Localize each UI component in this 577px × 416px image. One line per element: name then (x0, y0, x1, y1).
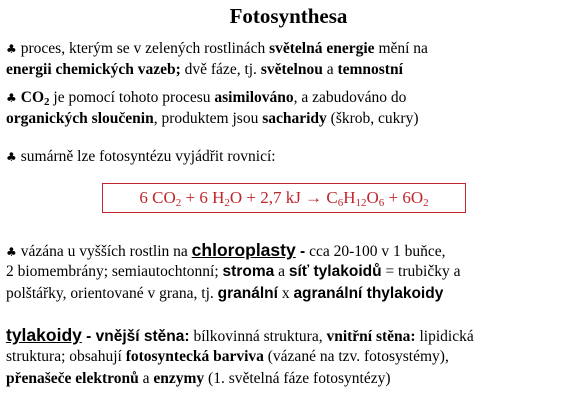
paragraph-4-line-3 (6, 284, 443, 304)
eq-sub: 2 (175, 197, 182, 209)
bold-text: agranální thylakoidy (293, 285, 444, 302)
tylakoidy-term: tylakoidy (6, 325, 82, 345)
paragraph-2-line-1 (6, 88, 406, 108)
text: vázána u vyšších rostlin na (20, 243, 192, 260)
bold-text: síť tylakoidů (288, 263, 382, 280)
bold-text: fotosyntecká barviva (125, 348, 264, 365)
eq-part: + 6 H (181, 188, 225, 207)
bold-text: temnostní (337, 61, 403, 78)
eq-part: O + 2,7 kJ → C (229, 188, 338, 207)
text: (škrob, cukry) (326, 110, 419, 127)
text: (vázané na tzv. fotosystémy), (263, 348, 449, 365)
text: proces, kterým se v zelených rostlinách (20, 40, 270, 57)
text: polštářky, orientované v grana, tj. (6, 285, 218, 302)
paragraph-5-line-1 (6, 325, 474, 347)
photosynthesis-equation (102, 183, 466, 213)
eq-sub: 12 (355, 197, 367, 209)
bold-text: světelná energie (269, 40, 375, 57)
text: = trubičky a (381, 263, 461, 280)
subscript: 2 (44, 96, 50, 108)
paragraph-4-line-1 (6, 240, 446, 262)
bold-text: stroma (222, 263, 275, 280)
club-icon: ♣ (6, 91, 17, 105)
club-icon: ♣ (6, 150, 17, 164)
bold-text: přenašeče elektronů (6, 370, 139, 387)
text: (1. světelná fáze fotosyntézy) (204, 370, 391, 387)
text: sumárně lze fotosyntézu vyjádřit rovnicí: (20, 148, 276, 165)
text: a (274, 263, 289, 280)
eq-sub: 6 (337, 197, 344, 209)
text: a (322, 61, 338, 78)
eq-sub: 2 (224, 197, 230, 209)
chloroplasty-term: chloroplasty (191, 240, 296, 260)
text: struktura; obsahují (6, 348, 126, 365)
eq-sub: 2 (423, 197, 429, 209)
paragraph-3 (6, 147, 276, 167)
text: bílkovinná struktura, (189, 328, 327, 345)
paragraph-1-line-2 (6, 60, 403, 80)
text: , produktem jsou (153, 110, 263, 127)
eq-sub: 6 (378, 197, 385, 209)
bold-text: energii chemických vazeb; (6, 61, 181, 78)
text: , a zabudováno do (293, 89, 407, 106)
paragraph-5-line-2 (6, 347, 449, 367)
eq-part: + 6O (384, 188, 424, 207)
bold-text: granální (217, 285, 278, 302)
text: 2 biomembrány; semiautochtonní; (6, 263, 223, 280)
text: je pomocí tohoto procesu (49, 89, 215, 106)
eq-part: O (366, 188, 379, 207)
text: dvě fáze, tj. (180, 61, 261, 78)
text: CO (20, 89, 45, 106)
paragraph-5-line-3 (6, 369, 391, 389)
co2-formula (21, 89, 50, 106)
text: a (138, 370, 154, 387)
paragraph-2-line-2 (6, 109, 418, 129)
bold-text: enzymy (153, 370, 205, 387)
club-icon: ♣ (6, 42, 17, 56)
text: cca 20-100 v 1 buňce, (305, 243, 446, 260)
club-icon: ♣ (6, 245, 17, 259)
text: x (277, 285, 294, 302)
bold-text: - vnější stěna: (81, 328, 190, 345)
bold-text: světelnou (260, 61, 323, 78)
paragraph-4-line-2 (6, 262, 460, 282)
bold-text: sacharidy (262, 110, 327, 127)
paragraph-1-line-1 (6, 39, 428, 59)
dash: - (295, 243, 306, 260)
eq-part: H (343, 188, 356, 207)
text: lipidická (415, 328, 474, 345)
slide-title: Fotosynthesa (229, 4, 348, 28)
bold-text: organických sloučenin (6, 110, 154, 127)
text: mění na (374, 40, 428, 57)
bold-text: asimilováno (214, 89, 294, 106)
eq-part: 6 CO (139, 188, 176, 207)
bold-text: vnitřní stěna: (326, 328, 416, 345)
